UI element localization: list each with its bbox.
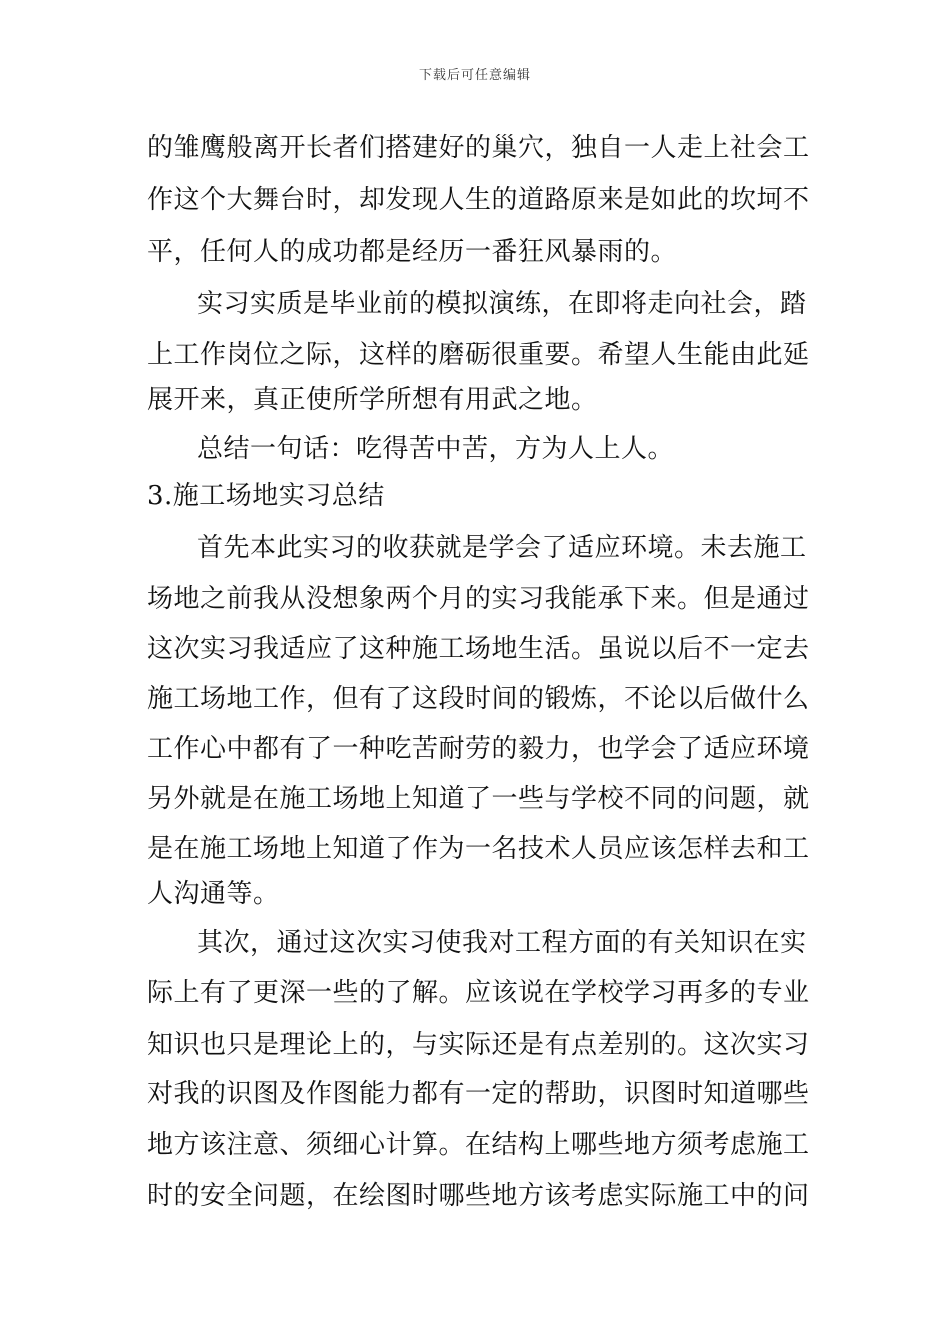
text-line: 另外就是在施工场地上知道了一些与学校不同的问题，就 [147, 784, 810, 814]
text-line: 工作心中都有了一种吃苦耐劳的毅力，也学会了适应环境 [147, 734, 810, 764]
text-line: 作这个大舞台时，却发现人生的道路原来是如此的坎坷不 [147, 185, 810, 215]
text-line: 场地之前我从没想象两个月的实习我能承下来。但是通过 [147, 584, 810, 614]
text-line: 时的安全问题，在绘图时哪些地方该考虑实际施工中的问 [147, 1181, 810, 1211]
paragraph-first-line: 实习实质是毕业前的模拟演练，在即将走向社会，踏 [197, 289, 807, 319]
text-line: 上工作岗位之际，这样的磨砺很重要。希望人生能由此延 [147, 340, 810, 370]
text-line: 展开来，真正使所学所想有用武之地。 [147, 385, 598, 415]
text-line: 地方该注意、须细心计算。在结构上哪些地方须考虑施工 [147, 1130, 810, 1160]
text-line: 际上有了更深一些的了解。应该说在学校学习再多的专业 [147, 978, 810, 1008]
text-line: 人沟通等。 [147, 879, 280, 909]
text-line: 知识也只是理论上的，与实际还是有点差别的。这次实习 [147, 1030, 810, 1060]
text-line: 这次实习我适应了这种施工场地生活。虽说以后不一定去 [147, 634, 810, 664]
text-line: 是在施工场地上知道了作为一名技术人员应该怎样去和工 [147, 834, 810, 864]
paragraph-first-line: 其次，通过这次实习使我对工程方面的有关知识在实 [197, 928, 807, 958]
text-line: 施工场地工作，但有了这段时间的锻炼，不论以后做什么 [147, 684, 810, 714]
page-header: 下载后可任意编辑 [418, 68, 531, 83]
paragraph-first-line: 首先本此实习的收获就是学会了适应环境。未去施工 [197, 533, 807, 563]
text-line: 平，任何人的成功都是经历一番狂风暴雨的。 [147, 237, 678, 267]
paragraph-first-line: 总结一句话：吃得苦中苦，方为人上人。 [197, 434, 675, 464]
section-heading: 3.施工场地实习总结 [147, 481, 385, 511]
text-line: 的雏鹰般离开长者们搭建好的巢穴，独自一人走上社会工 [147, 133, 810, 163]
text-line: 对我的识图及作图能力都有一定的帮助，识图时知道哪些 [147, 1079, 810, 1109]
